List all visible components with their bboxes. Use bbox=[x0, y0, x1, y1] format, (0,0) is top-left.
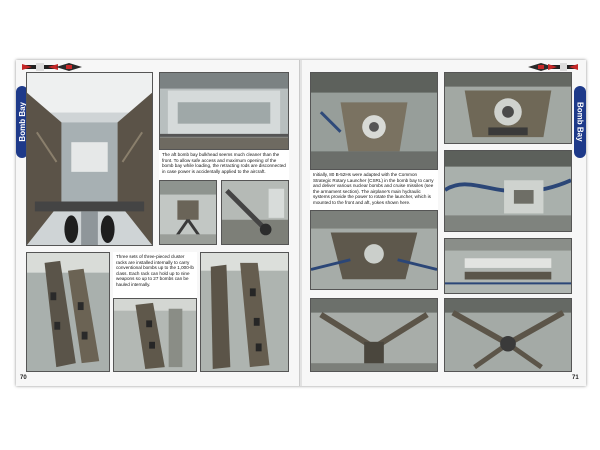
csrl-aft-yoke-photo bbox=[444, 72, 572, 144]
section-tab-bomb-bay bbox=[574, 86, 586, 158]
cluster-rack-photo-2 bbox=[113, 298, 197, 372]
stripe-flag-icon bbox=[548, 63, 578, 71]
page-number-right: 71 bbox=[572, 375, 579, 381]
cluster-rack-photo-1 bbox=[26, 252, 110, 372]
hydraulic-lines-photo bbox=[444, 150, 572, 232]
stripe-flag-icon bbox=[22, 63, 58, 71]
retracting-rod-photo bbox=[159, 180, 217, 245]
aft-bulkhead-photo bbox=[159, 72, 289, 150]
stripe-flag-icon bbox=[56, 63, 82, 71]
bomb-bay-overview-photo bbox=[26, 72, 153, 246]
forward-yoke-bracket-photo bbox=[444, 298, 572, 372]
launcher-rails-photo bbox=[444, 238, 572, 294]
csrl-forward-yoke-photo bbox=[310, 72, 438, 170]
caption-aft-bulkhead: The aft bomb bay bulkhead seems much cleaner than the front. To allow safe access and maximum opening of the bomb bay while loading, the retracting rods are disconnected in case power is accidentally applied to the aircraft. bbox=[159, 150, 289, 180]
caption-cluster-racks: Three sets of three-pieced cluster racks are installed internally to carry conventional bombs up to the 1,000-lb class. Each rack can hold up to nine weapons so up to 27 bombs can be hauled internally. bbox=[113, 252, 197, 298]
hydraulic-actuator-photo bbox=[221, 180, 289, 245]
left-page bbox=[16, 60, 300, 386]
book-spread bbox=[16, 60, 586, 386]
aft-yoke-bracket-photo bbox=[310, 298, 438, 372]
caption-csrl: Initially, 80 B-52Hs were adapted with the Common Strategic Rotary Launcher (CSRL) in the bomb bay to carry and deliver various nuclear bombs and cruise missiles (see the armament section). The airplane's main hydraulic systems provide the power to rotate the launcher, which is mounted to the front and aft, yokes shown here. bbox=[310, 170, 438, 210]
right-page bbox=[302, 60, 586, 386]
section-tab-label: Bomb Bay bbox=[17, 102, 27, 142]
csrl-mount-photo bbox=[310, 210, 438, 290]
cluster-rack-photo-3 bbox=[200, 252, 289, 372]
page-number-left: 70 bbox=[20, 375, 27, 381]
section-tab-label: Bomb Bay bbox=[575, 102, 585, 142]
